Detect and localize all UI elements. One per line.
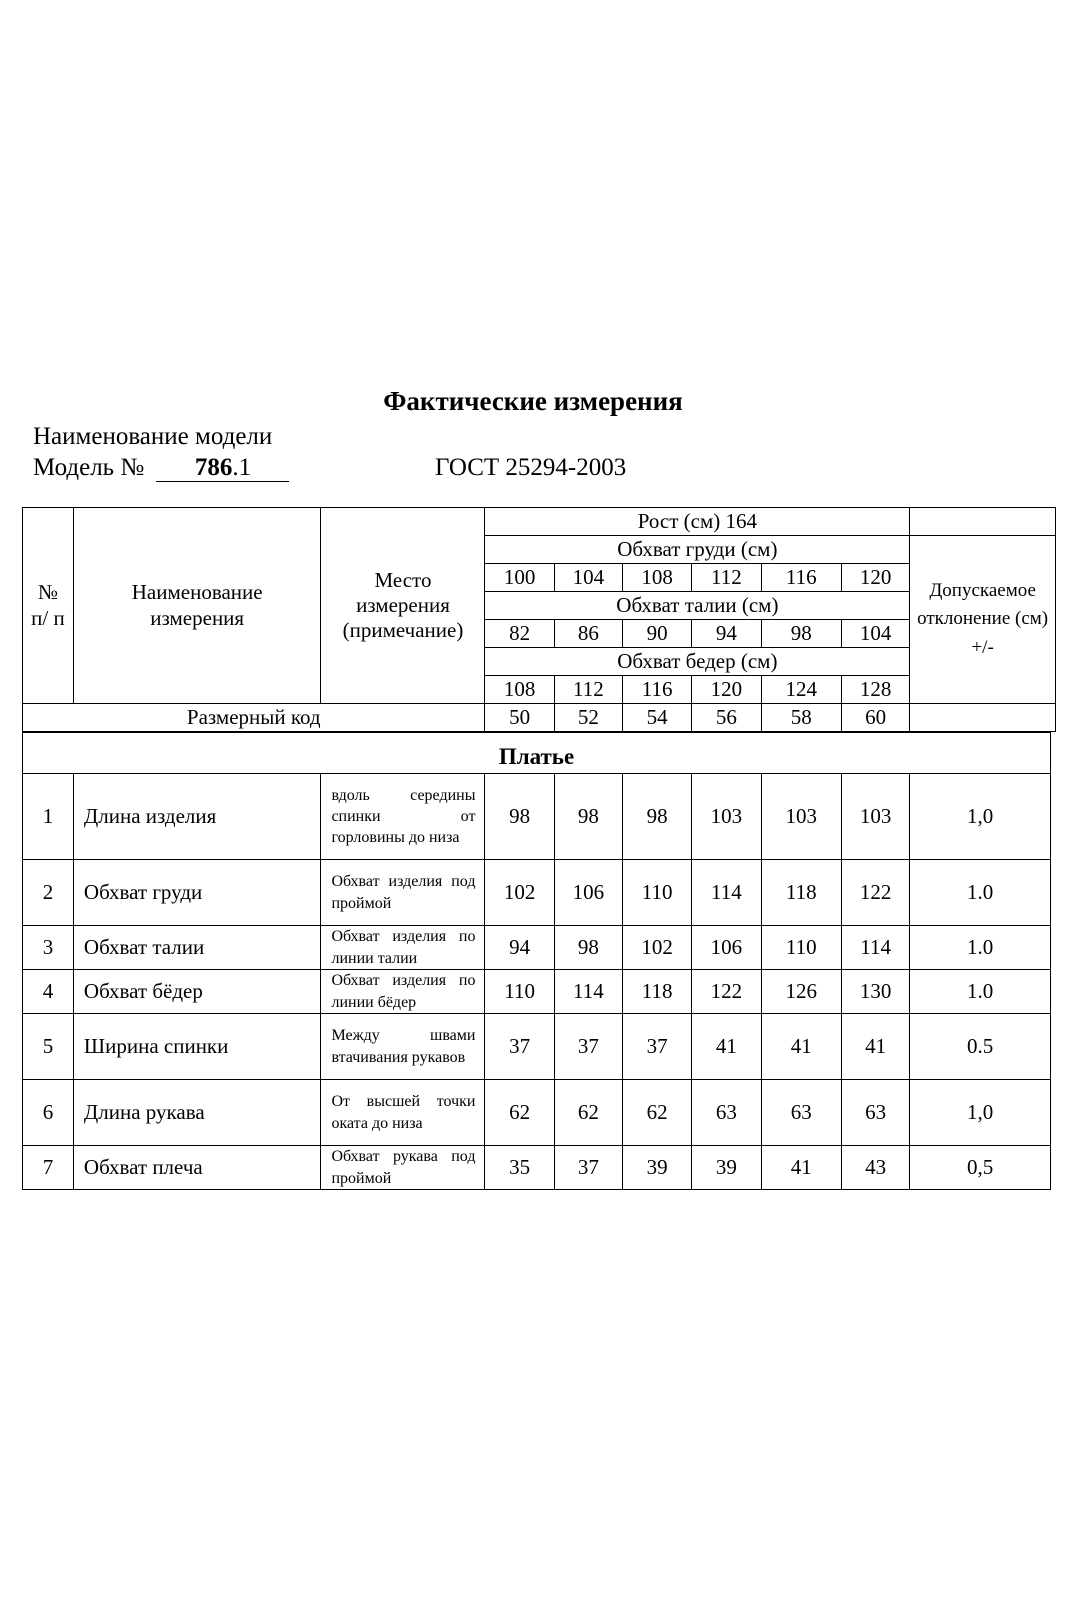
- measurement-value: 41: [692, 1014, 761, 1080]
- measurement-name: Обхват плеча: [73, 1146, 321, 1190]
- bust-value: 120: [842, 564, 910, 592]
- bust-value: 112: [692, 564, 761, 592]
- measurement-value: 103: [841, 774, 909, 860]
- waist-value: 104: [842, 620, 910, 648]
- measurement-note: От высшей точки оката до низа: [321, 1080, 485, 1146]
- measurement-value: 62: [622, 1080, 691, 1146]
- measurement-value: 106: [692, 926, 761, 970]
- model-number-suffix: .1: [232, 454, 252, 481]
- measurement-value: 114: [692, 860, 761, 926]
- measurement-value: 41: [761, 1014, 841, 1080]
- row-number: 4: [23, 970, 74, 1014]
- measurement-name: Обхват бёдер: [73, 970, 321, 1014]
- size-code: 54: [623, 704, 692, 732]
- measurement-value: 98: [554, 774, 622, 860]
- size-code: 60: [842, 704, 910, 732]
- size-code: 56: [692, 704, 761, 732]
- hips-value: 128: [842, 676, 910, 704]
- col-name-header: Наименование измерения: [73, 508, 321, 704]
- measurement-value: 98: [622, 774, 691, 860]
- measurement-value: 35: [485, 1146, 554, 1190]
- measurement-value: 106: [554, 860, 622, 926]
- measurement-tolerance: 1.0: [910, 970, 1051, 1014]
- measurement-value: 63: [841, 1080, 909, 1146]
- row-number: 1: [23, 774, 74, 860]
- section-title: Платье: [23, 733, 1051, 774]
- model-number: [156, 455, 289, 482]
- measurement-value: 114: [554, 970, 622, 1014]
- measurement-value: 98: [554, 926, 622, 970]
- measurement-value: 98: [485, 774, 554, 860]
- waist-value: 82: [485, 620, 554, 648]
- size-code-tolerance-cell: [910, 704, 1056, 732]
- measurement-tolerance: 0.5: [910, 1014, 1051, 1080]
- measurement-name: Длина изделия: [73, 774, 321, 860]
- col-num-header: № п/ п: [23, 508, 74, 704]
- height-label: Рост (см) 164: [485, 508, 910, 536]
- hips-value: 120: [692, 676, 761, 704]
- measurement-value: 102: [622, 926, 691, 970]
- measurement-note: Обхват рукава под проймой: [321, 1146, 485, 1190]
- measurement-value: 37: [485, 1014, 554, 1080]
- tolerance-header: Допускаемое отклонение (см) +/-: [910, 536, 1056, 704]
- measurement-value: 37: [622, 1014, 691, 1080]
- measurement-name: Длина рукава: [73, 1080, 321, 1146]
- measurement-value: 118: [761, 860, 841, 926]
- document-title: Фактические измерения: [383, 386, 683, 416]
- measurement-value: 114: [841, 926, 909, 970]
- measurement-name: Обхват груди: [73, 860, 321, 926]
- measurement-value: 122: [841, 860, 909, 926]
- measurement-row: [23, 970, 1051, 1014]
- size-code: 50: [485, 704, 554, 732]
- measurement-value: 43: [841, 1146, 909, 1190]
- size-code: 52: [554, 704, 622, 732]
- measurement-note: Обхват изделия под проймой: [321, 860, 485, 926]
- measurement-tolerance: 1.0: [910, 926, 1051, 970]
- measurement-value: 103: [692, 774, 761, 860]
- measurement-row: [23, 926, 1051, 970]
- measurement-note: Обхват изделия по линии талии: [321, 926, 485, 970]
- measurement-row: [23, 1146, 1051, 1190]
- model-line: [33, 454, 289, 482]
- measurement-value: 94: [485, 926, 554, 970]
- model-label: Модель №: [33, 454, 145, 481]
- size-code-row: [23, 704, 1056, 732]
- row-number: 2: [23, 860, 74, 926]
- hips-value: 116: [623, 676, 692, 704]
- measurement-value: 110: [485, 970, 554, 1014]
- hips-label: Обхват бедер (см): [485, 648, 910, 676]
- measurement-row: [23, 860, 1051, 926]
- measurement-value: 63: [761, 1080, 841, 1146]
- measurement-value: 39: [622, 1146, 691, 1190]
- measurement-value: 130: [841, 970, 909, 1014]
- hips-value: 112: [554, 676, 622, 704]
- measurement-value: 122: [692, 970, 761, 1014]
- tolerance-top-cell: [910, 508, 1056, 536]
- waist-value: 90: [623, 620, 692, 648]
- gost-standard: ГОСТ 25294-2003: [435, 454, 627, 481]
- bust-value: 108: [623, 564, 692, 592]
- measurement-row: [23, 1080, 1051, 1146]
- bust-value: 104: [554, 564, 622, 592]
- measurement-tolerance: 0,5: [910, 1146, 1051, 1190]
- measurement-row: [23, 774, 1051, 860]
- measurement-tolerance: 1,0: [910, 1080, 1051, 1146]
- measurement-value: 118: [622, 970, 691, 1014]
- measurements-body-table: [22, 732, 1051, 1190]
- measurement-value: 37: [554, 1146, 622, 1190]
- measurement-value: 102: [485, 860, 554, 926]
- waist-value: 86: [554, 620, 622, 648]
- measurements-header-table: [22, 507, 1056, 732]
- measurement-note: Обхват изделия по линии бёдер: [321, 970, 485, 1014]
- size-code-label: Размерный код: [23, 704, 485, 732]
- measurement-value: 39: [692, 1146, 761, 1190]
- measurement-value: 62: [554, 1080, 622, 1146]
- row-number: 3: [23, 926, 74, 970]
- hips-value: 108: [485, 676, 554, 704]
- measurement-value: 62: [485, 1080, 554, 1146]
- row-number: 6: [23, 1080, 74, 1146]
- measurement-value: 41: [841, 1014, 909, 1080]
- measurement-value: 126: [761, 970, 841, 1014]
- measurement-value: 103: [761, 774, 841, 860]
- bust-label: Обхват груди (см): [485, 536, 910, 564]
- measurement-note: Между швами втачивания рукавов: [321, 1014, 485, 1080]
- size-code: 58: [761, 704, 841, 732]
- row-number: 5: [23, 1014, 74, 1080]
- measurement-value: 37: [554, 1014, 622, 1080]
- bust-value: 100: [485, 564, 554, 592]
- measurement-note: вдоль середины спинки от горловины до низа: [321, 774, 485, 860]
- measurement-value: 41: [761, 1146, 841, 1190]
- model-number-main: 786: [194, 454, 233, 481]
- measurement-tolerance: 1,0: [910, 774, 1051, 860]
- waist-label: Обхват талии (см): [485, 592, 910, 620]
- bust-value: 116: [761, 564, 841, 592]
- measurement-value: 110: [622, 860, 691, 926]
- measurement-value: 63: [692, 1080, 761, 1146]
- measurement-name: Обхват талии: [73, 926, 321, 970]
- model-name-label: Наименование модели: [33, 423, 273, 450]
- measurement-row: [23, 1014, 1051, 1080]
- col-place-header: Место измерения (примечание): [321, 508, 485, 704]
- row-number: 7: [23, 1146, 74, 1190]
- waist-value: 98: [761, 620, 841, 648]
- measurement-tolerance: 1.0: [910, 860, 1051, 926]
- measurement-name: Ширина спинки: [73, 1014, 321, 1080]
- measurement-value: 110: [761, 926, 841, 970]
- waist-value: 94: [692, 620, 761, 648]
- hips-value: 124: [761, 676, 841, 704]
